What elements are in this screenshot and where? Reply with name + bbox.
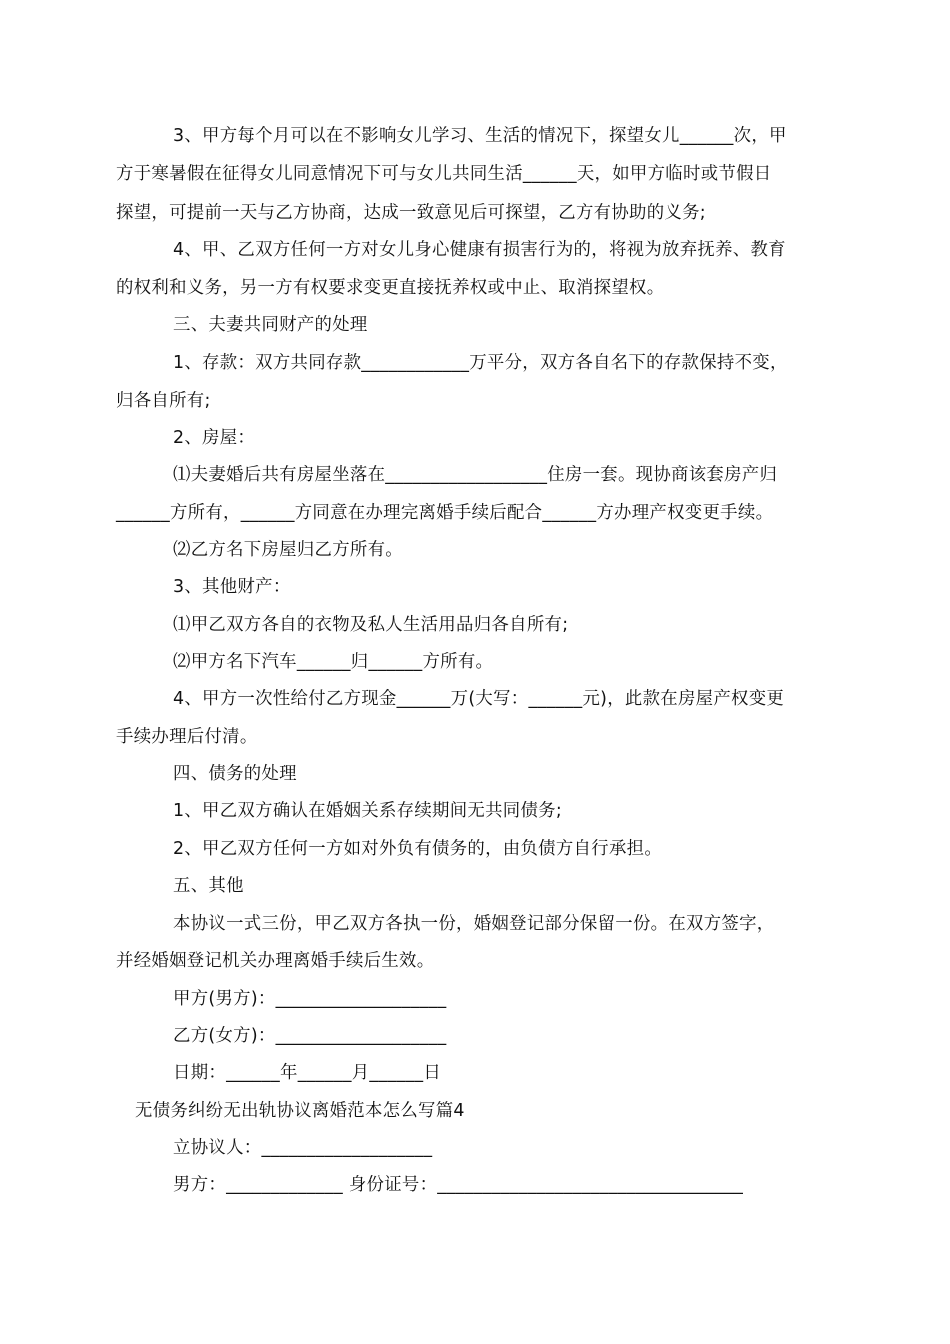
- other-property-item-1: ⑴甲乙双方各自的衣物及私人生活用品归各自所有;: [173, 615, 569, 635]
- male-party-id-line: 男方：_____________ 身份证号：__________________________________: [173, 1175, 744, 1195]
- copies-line-2: 并经婚姻登记机关办理离婚手续后生效。: [116, 951, 435, 971]
- house-item-2: ⑵乙方名下房屋归乙方所有。: [173, 540, 403, 560]
- other-property-item-2: ⑵甲方名下汽车______归______方所有。: [173, 652, 494, 672]
- clause-3-line-2: 方于寒暑假在征得女儿同意情况下可与女儿共同生活______天，如甲方临时或节假日: [116, 164, 772, 184]
- section-5-heading: 五、其他: [173, 876, 244, 896]
- other-property-heading: 3、其他财产：: [173, 577, 291, 597]
- copies-line-1: 本协议一式三份，甲乙双方各执一份，婚姻登记部分保留一份。在双方签字，: [173, 914, 775, 934]
- debt-item-2: 2、甲乙双方任何一方如对外负有债务的，由负债方自行承担。: [173, 839, 663, 859]
- clause-3-line-1: 3、甲方每个月可以在不影响女儿学习、生活的情况下，探望女儿______次，甲: [173, 126, 787, 146]
- debt-item-1: 1、甲乙双方确认在婚姻关系存续期间无共同债务;: [173, 801, 563, 821]
- date-line: 日期：______年______月______日: [173, 1063, 442, 1083]
- party-a-signature-line: 甲方(男方)：___________________: [173, 989, 447, 1009]
- cash-line-1: 4、甲方一次性给付乙方现金______万(大写：______元)，此款在房屋产权变更: [173, 689, 785, 709]
- deposit-line-2: 归各自所有;: [116, 391, 211, 411]
- house-heading: 2、房屋：: [173, 428, 256, 448]
- clause-3-line-3: 探望，可提前一天与乙方协商，达成一致意见后可探望，乙方有协助的义务;: [116, 203, 706, 223]
- party-b-signature-line: 乙方(女方)：___________________: [173, 1026, 447, 1046]
- template-title: 无债务纠纷无出轨协议离婚范本怎么写篇4: [135, 1101, 465, 1121]
- house-item-1-line-1: ⑴夫妻婚后共有房屋坐落在__________________住房一套。现协商该套房产归: [173, 465, 778, 485]
- clause-4-line-1: 4、甲、乙双方任何一方对女儿身心健康有损害行为的，将视为放弃抚养、教育: [173, 240, 786, 260]
- house-item-1-line-2: ______方所有，______方同意在办理完离婚手续后配合______方办理产权变更手续。: [116, 503, 774, 523]
- agreement-party-line: 立协议人：___________________: [173, 1138, 433, 1158]
- section-4-heading: 四、债务的处理: [173, 764, 297, 784]
- clause-4-line-2: 的权利和义务，另一方有权要求变更直接抚养权或中止、取消探望权。: [116, 278, 665, 298]
- cash-line-2: 手续办理后付清。: [116, 727, 258, 747]
- deposit-line-1: 1、存款：双方共同存款____________万平分，双方各自名下的存款保持不变，: [173, 353, 788, 373]
- section-3-heading: 三、夫妻共同财产的处理: [173, 315, 368, 335]
